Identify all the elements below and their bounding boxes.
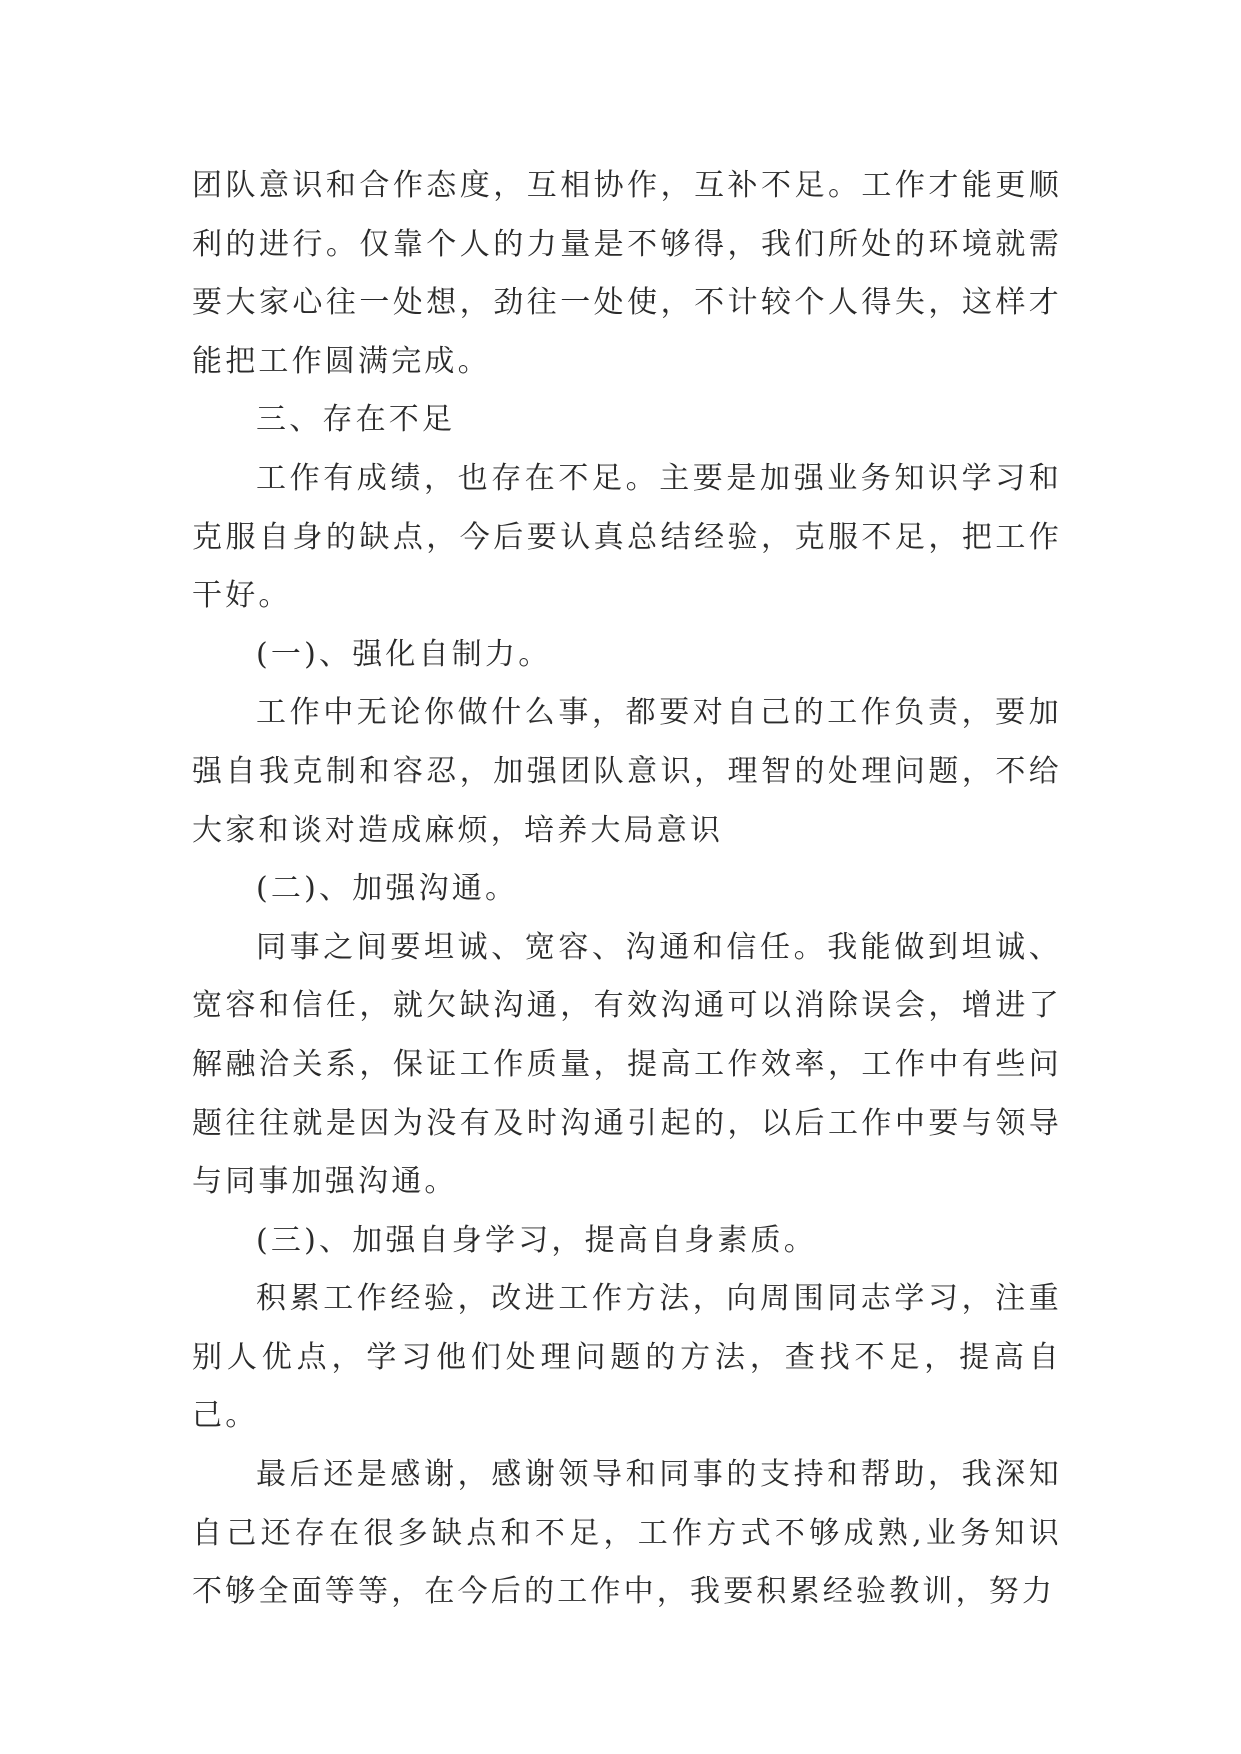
subheading-self-study: (三)、加强自身学习，提高自身素质。 (256, 1222, 818, 1258)
subheading-communication: (二)、加强沟通。 (256, 871, 519, 907)
document-body (192, 157, 1062, 1622)
paragraph-shortcomings: 工作有成绩，也存在不足。主要是加强业务知识学习和克服自身的缺点，今后要认真总结经验，克服不足，把工作干好。 (192, 460, 1062, 614)
subheading-self-control: (一)、强化自制力。 (256, 636, 552, 672)
paragraph-thanks: 最后还是感谢，感谢领导和同事的支持和帮助，我深知自己还存在很多缺点和不足，工作方式不够成熟,业务知识不够全面等等，在今后的工作中，我要积累经验教训，努力 (192, 1457, 1062, 1610)
section-heading-shortcomings: 三、存在不足 (256, 402, 456, 438)
paragraph-teamwork: 团队意识和合作态度，互相协作，互补不足。工作才能更顺利的进行。仅靠个人的力量是不够得，我们所处的环境就需要大家心往一处想，劲往一处使，不计较个人得失，这样才能把工作圆满完成。 (192, 168, 1062, 379)
paragraph-self-study: 积累工作经验，改进工作方法，向周围同志学习，注重别人优点，学习他们处理问题的方法，查找不足，提高自己。 (192, 1281, 1062, 1434)
paragraph-self-control: 工作中无论你做什么事，都要对自己的工作负责，要加强自我克制和容忍，加强团队意识，理智的处理问题，不给大家和谈对造成麻烦，培养大局意识 (192, 695, 1062, 848)
paragraph-communication: 同事之间要坦诚、宽容、沟通和信任。我能做到坦诚、宽容和信任，就欠缺沟通，有效沟通可以消除误会，增进了解融洽关系，保证工作质量，提高工作效率，工作中有些问题往往就是因为没有及时沟通引起的，以后工作中要与领导与同事加强沟通。 (192, 929, 1062, 1200)
